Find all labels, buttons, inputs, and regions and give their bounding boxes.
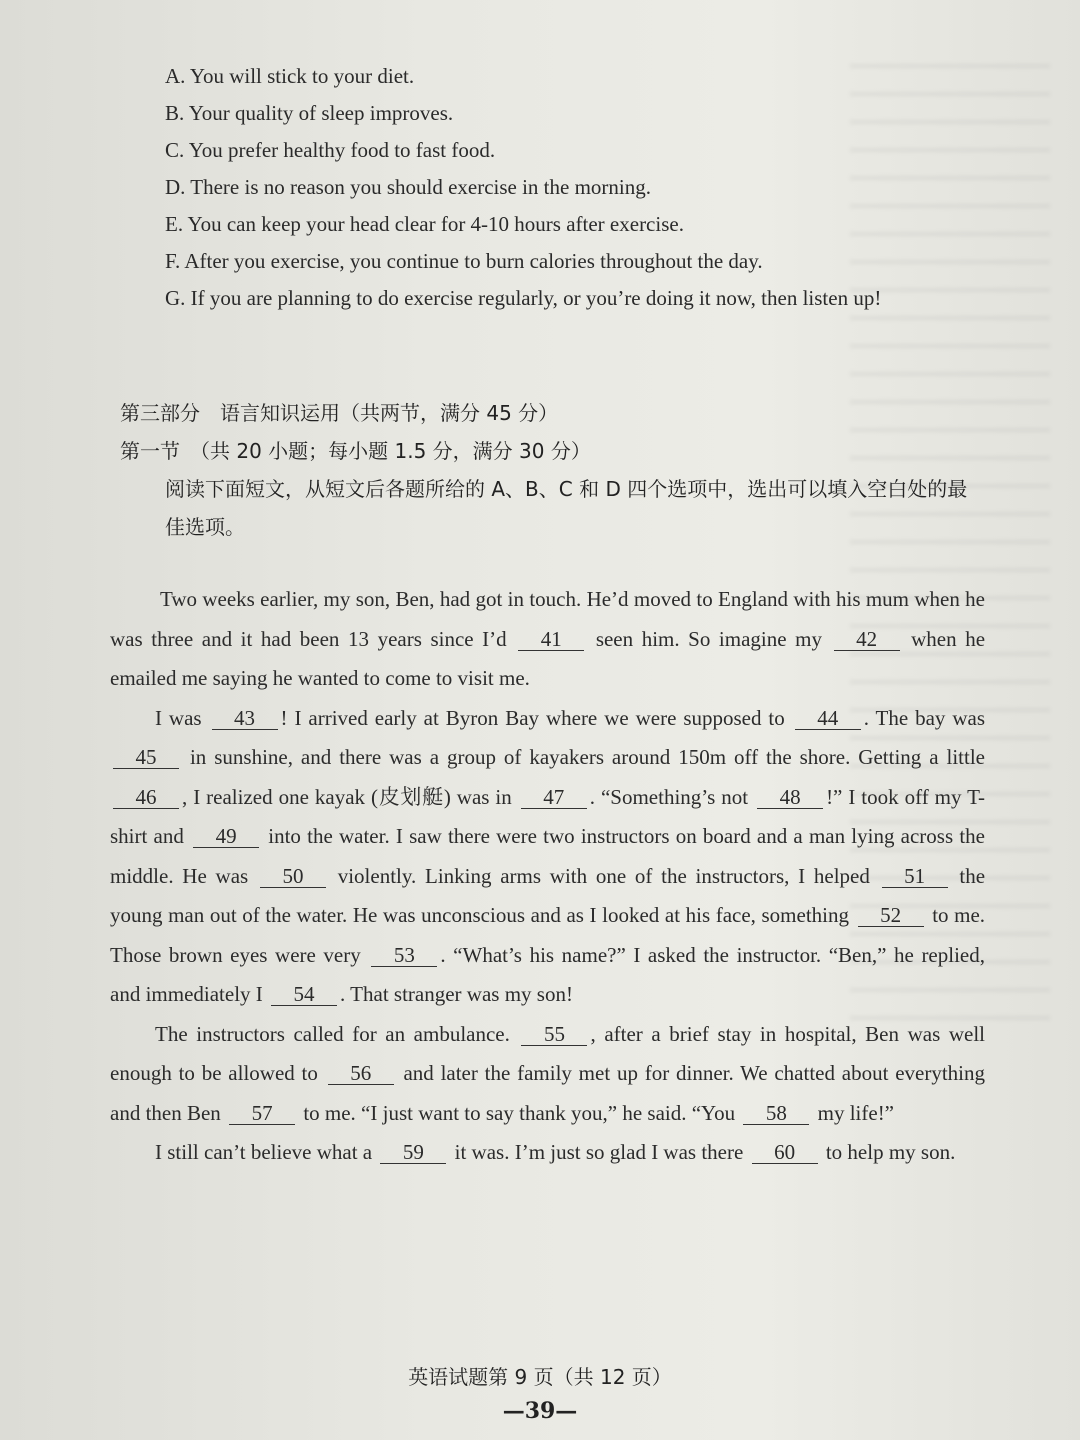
option-a: A. You will stick to your diet. (165, 64, 415, 88)
blank-56: 56 (328, 1062, 394, 1085)
blank-51: 51 (882, 865, 948, 888)
text-segment: and later the family met up for dinner. We chatted about everything and then Ben (110, 1061, 986, 1125)
option-c: C. You prefer healthy food to fast food. (165, 138, 496, 162)
text-segment: to me. “I just want to say thank you,” he said. “You (303, 1100, 736, 1125)
blank-48: 48 (757, 786, 823, 809)
blank-57: 57 (229, 1102, 295, 1125)
text-segment: in sunshine, and there was a group of kayakers around 150m off the shore. Getting a little (189, 745, 986, 769)
instruction-text: 阅读下面短文，从短文后各题所给的 A、B、C 和 D 四个选项中，选出可以填入空白处的最佳选项。 (165, 477, 968, 539)
paragraph-3 (110, 1015, 985, 1134)
blank-52: 52 (858, 904, 924, 927)
blank-42: 42 (834, 628, 900, 651)
text-segment: . That stranger was my son! (340, 982, 573, 1006)
cloze-passage (110, 580, 985, 1173)
blank-41: 41 (518, 628, 584, 651)
paragraph-4 (110, 1133, 985, 1173)
text-segment: !” I took off my T-shirt and (110, 784, 985, 848)
option-f: F. After you exercise, you continue to burn calories throughout the day. (165, 249, 763, 273)
text-segment: I still can’t believe what a (155, 1140, 373, 1164)
section-header (120, 394, 980, 546)
option-g: G. If you are planning to do exercise regularly, or you’re doing it now, then listen up! (165, 286, 882, 310)
text-segment: I was (155, 705, 202, 730)
text-segment: to me. Those brown eyes were very (110, 903, 986, 967)
blank-54: 54 (271, 983, 337, 1006)
page-info: 英语试题第 9 页（共 12 页） (408, 1365, 672, 1389)
part-title: 第三部分 语言知识运用（共两节，满分 45 分） (120, 401, 559, 425)
text-segment: violently. Linking arms with one of the instructors, I helped (337, 863, 870, 888)
text-segment: seen him. So imagine my (595, 626, 822, 651)
text-segment: to help my son. (825, 1140, 956, 1164)
text-segment: , I realized one kayak (皮划艇) was in (182, 784, 512, 809)
page-number: —39— (502, 1398, 578, 1424)
blank-49: 49 (193, 825, 259, 848)
blank-44: 44 (795, 707, 861, 730)
text-segment: Two weeks earlier, my son, Ben, had got in touch. He’d moved to England with his mum when he was three and it had been 13 years since I’d (110, 587, 985, 651)
paragraph-2 (110, 699, 985, 1015)
text-segment: the young man out of the water. He was unconscious and as I looked at his face, something (110, 863, 986, 927)
blank-58: 58 (743, 1102, 809, 1125)
text-segment: The instructors called for an ambulance. (155, 1021, 510, 1046)
option-b: B. Your quality of sleep improves. (165, 101, 454, 125)
blank-55: 55 (521, 1023, 587, 1046)
text-segment: , after a brief stay in hospital, Ben was well enough to be allowed to (110, 1021, 985, 1085)
blank-60: 60 (752, 1141, 818, 1164)
text-segment: . The bay was (863, 705, 986, 730)
blank-50: 50 (260, 865, 326, 888)
option-e: E. You can keep your head clear for 4-10 hours after exercise. (165, 212, 684, 236)
paragraph-1 (110, 580, 985, 699)
blank-46: 46 (113, 786, 179, 809)
subsection-title: 第一节 （共 20 小题；每小题 1.5 分，满分 30 分） (120, 439, 591, 463)
answer-options-list (165, 58, 985, 317)
blank-47: 47 (521, 786, 587, 809)
page-footer (0, 1360, 1080, 1428)
text-segment: my life!” (817, 1100, 895, 1125)
blank-59: 59 (380, 1141, 446, 1164)
text-segment: into the water. I saw there were two instructors on board and a man lying across the middle. He was (110, 824, 986, 888)
text-segment: it was. I’m just so glad I was there (454, 1140, 744, 1164)
blank-43: 43 (212, 707, 278, 730)
option-d: D. There is no reason you should exercise in the morning. (165, 175, 652, 199)
text-segment: . “Something’s not (589, 784, 749, 809)
blank-45: 45 (113, 746, 179, 769)
text-segment: . “What’s his name?” I asked the instructor. “Ben,” he replied, and immediately I (110, 942, 985, 1006)
blank-53: 53 (371, 944, 437, 967)
text-segment: when he emailed me saying he wanted to come to visit me. (110, 626, 986, 690)
text-segment: ! I arrived early at Byron Bay where we were supposed to (280, 705, 785, 730)
